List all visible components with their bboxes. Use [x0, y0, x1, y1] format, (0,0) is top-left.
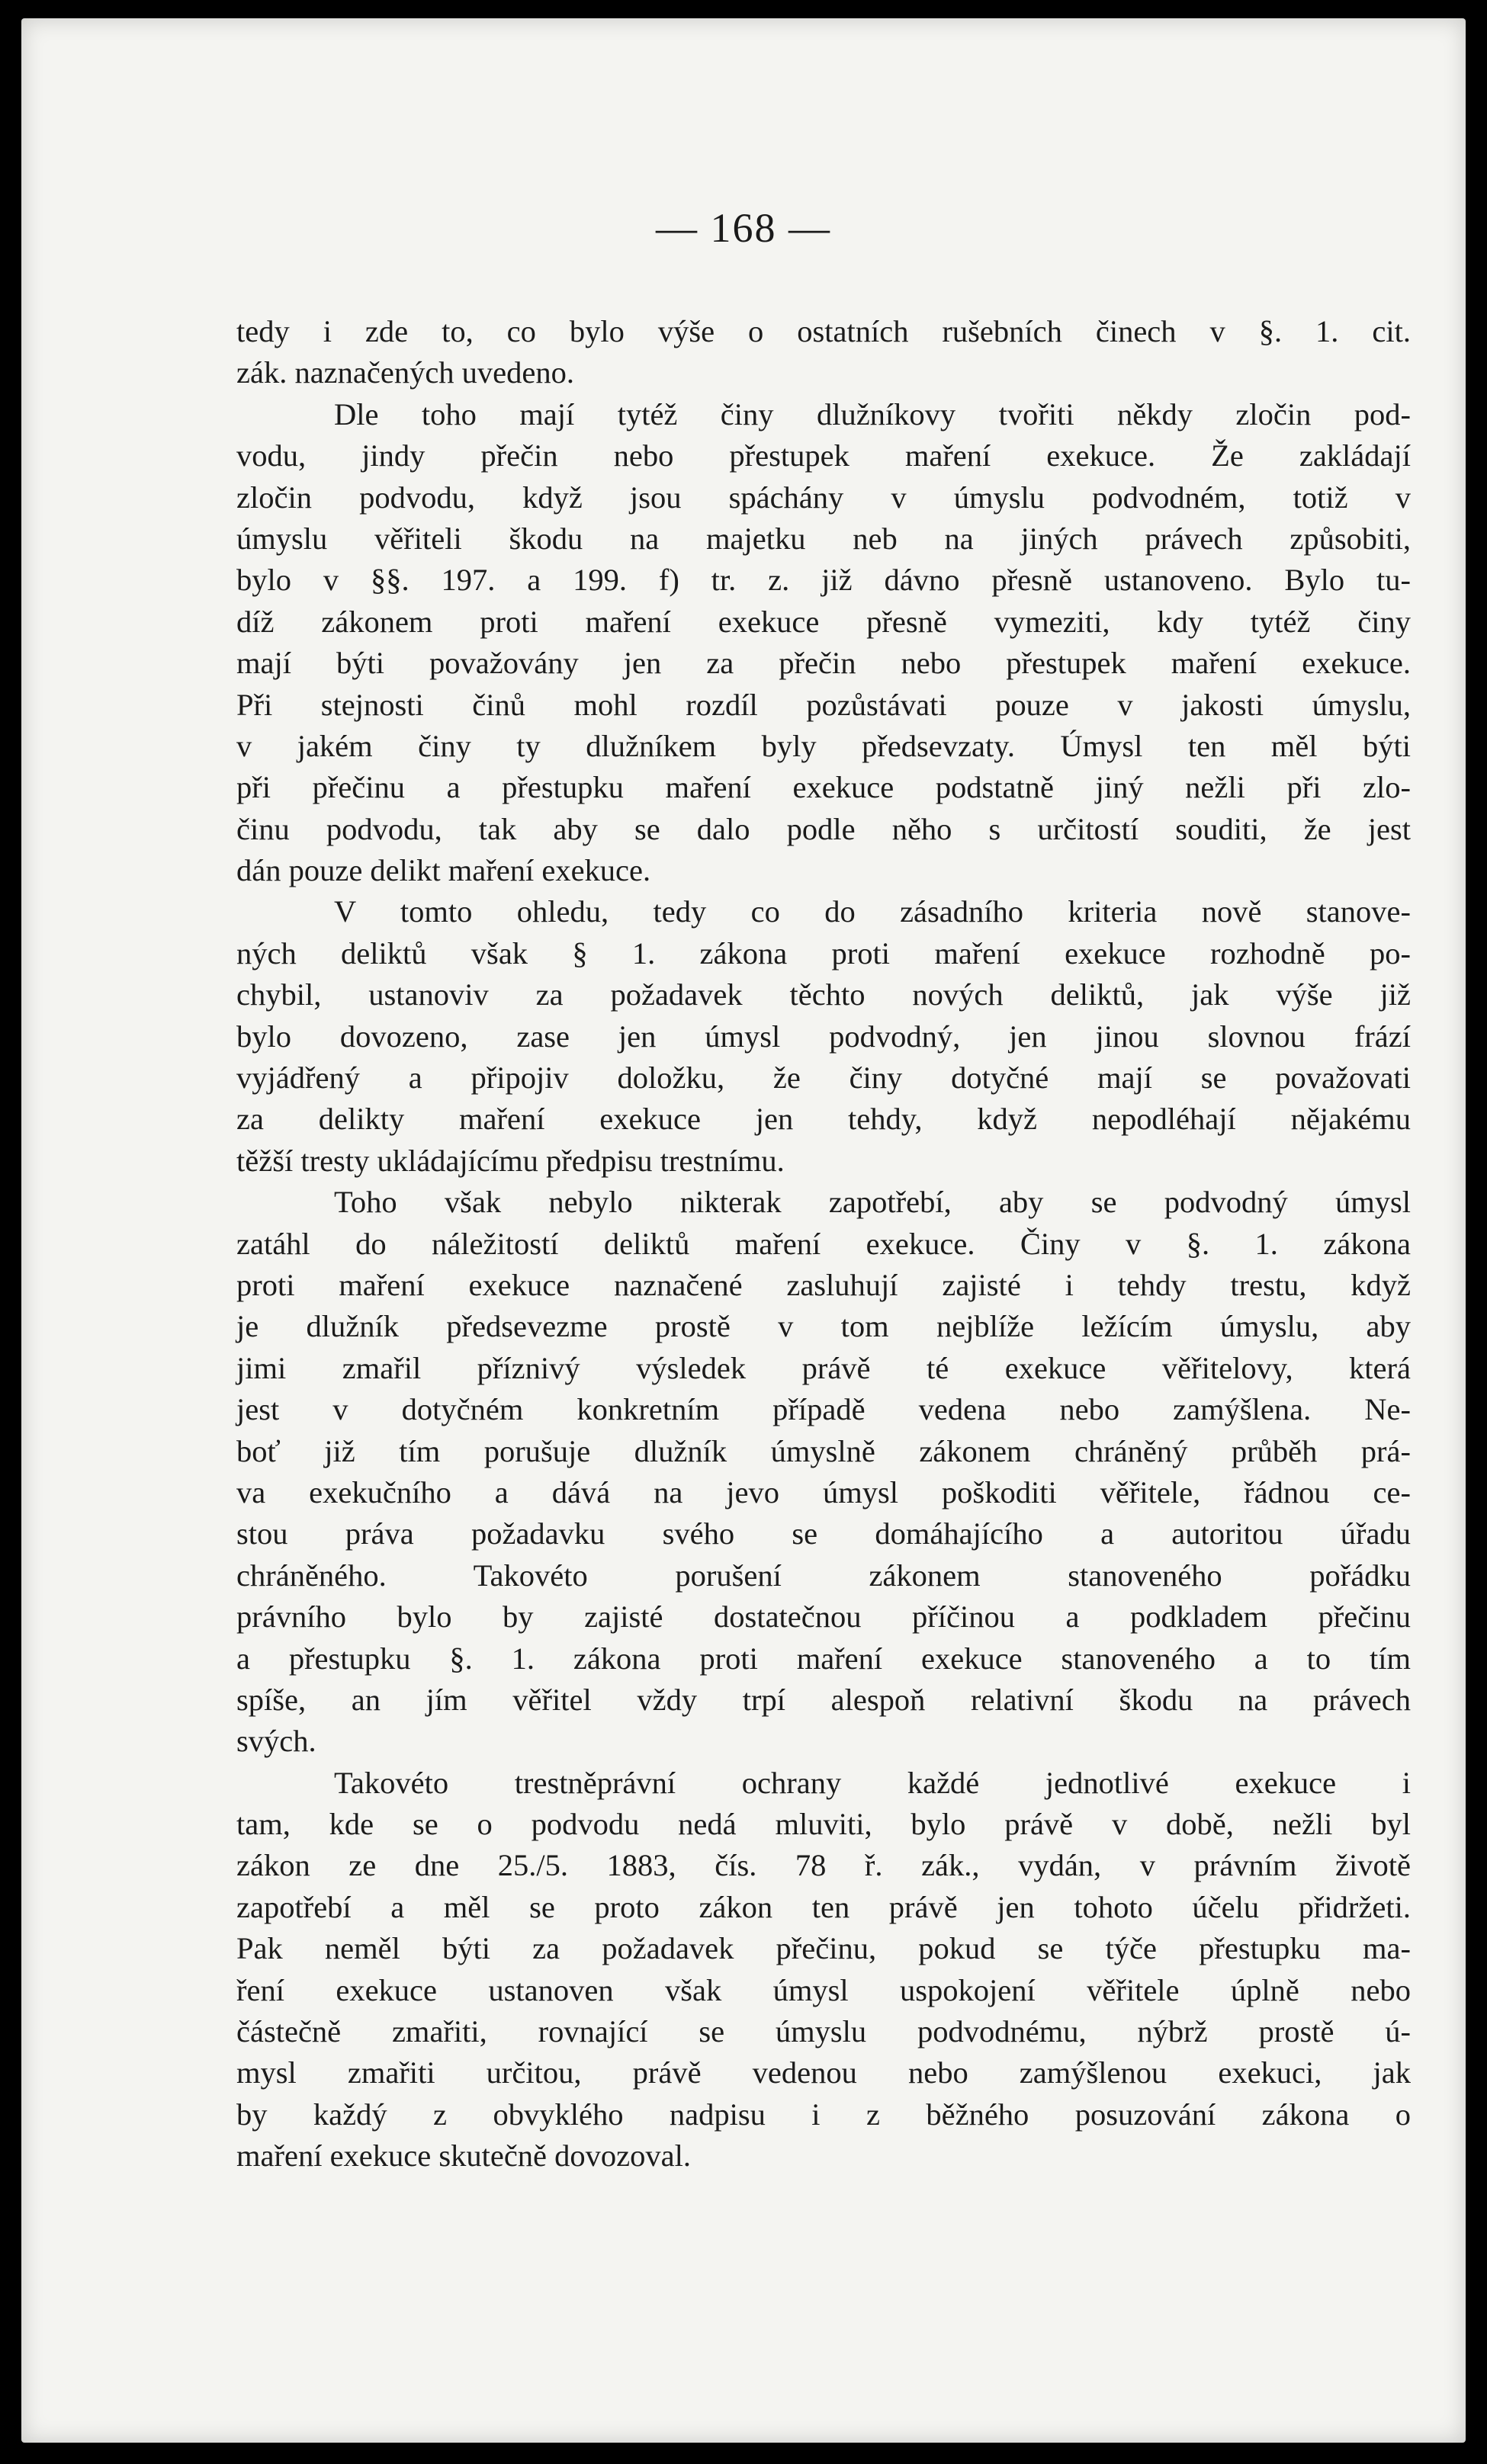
text-line: boť již tím porušuje dlužník úmyslně zákonem chráněný průběh prá-	[236, 1433, 1411, 1468]
text-line: zákon ze dne 25./5. 1883, čís. 78 ř. zák., vydán, v právním životě	[236, 1848, 1411, 1883]
text-line: stou práva požadavku svého se domáhajícího a autoritou úřadu	[236, 1516, 1411, 1551]
text-line: právního bylo by zajisté dostatečnou příčinou a podkladem přečinu	[236, 1599, 1411, 1635]
text-line: za delikty maření exekuce jen tehdy, když nepodléhají nějakému	[236, 1102, 1411, 1137]
paragraph	[236, 1763, 1411, 2177]
text-line: by každý z obvyklého nadpisu i z běžného posuzování zákona o	[236, 2097, 1411, 2132]
text-line: maření exekuce skutečně dovozoval.	[236, 2138, 691, 2174]
text-line: jimi zmařil příznivý výsledek právě té exekuce věřitelovy, která	[236, 1350, 1411, 1385]
text-line: jest v dotyčném konkretním případě vedena nebo zamýšlena. Ne-	[236, 1392, 1411, 1427]
text-line: Při stejnosti činů mohl rozdíl pozůstávati pouze v jakosti úmyslu,	[236, 687, 1411, 722]
text-line: zločin podvodu, když jsou spáchány v úmyslu podvodném, totiž v	[236, 480, 1411, 515]
text-line: díž zákonem proti maření exekuce přesně vymeziti, kdy tytéž činy	[236, 604, 1411, 639]
text-line: Takovéto trestněprávní ochrany každé jednotlivé exekuce i	[334, 1765, 1411, 1800]
text-line: vodu, jindy přečin nebo přestupek maření exekuce. Že zakládají	[236, 438, 1411, 473]
text-line: ření exekuce ustanoven však úmysl uspokojení věřitele úplně nebo	[236, 1972, 1411, 2007]
text-line: mají býti považovány jen za přečin nebo přestupek maření exekuce.	[236, 646, 1411, 681]
text-line: va exekučního a dává na jevo úmysl poškoditi věřitele, řádnou ce-	[236, 1474, 1411, 1510]
text-line: úmyslu věřiteli škodu na majetku neb na jiných právech způsobiti,	[236, 521, 1411, 556]
text-line: při přečinu a přestupku maření exekuce podstatně jiný nežli při zlo-	[236, 770, 1411, 805]
text-line: částečně zmařiti, rovnající se úmyslu podvodnému, nýbrž prostě ú-	[236, 2014, 1411, 2049]
paragraph	[236, 311, 1411, 394]
text-line: v jakém činy ty dlužníkem byly předsevzaty. Úmysl ten měl býti	[236, 728, 1411, 763]
page-number: — 168 —	[656, 205, 831, 251]
text-line: bylo dovozeno, zase jen úmysl podvodný, jen jinou slovnou frází	[236, 1019, 1411, 1054]
text-line: zatáhl do náležitostí deliktů maření exekuce. Činy v §. 1. zákona	[236, 1226, 1411, 1261]
paragraph	[236, 394, 1411, 892]
text-line: proti maření exekuce naznačené zasluhují zajisté i tehdy trestu, když	[236, 1267, 1411, 1302]
text-line: tedy i zde to, co bylo výše o ostatních rušebních činech v §. 1. cit.	[236, 314, 1411, 348]
text-line: chybil, ustanoviv za požadavek těchto nových deliktů, jak výše již	[236, 977, 1411, 1012]
text-line: dán pouze delikt maření exekuce.	[236, 853, 651, 888]
text-line: svých.	[236, 1724, 316, 1759]
text-line: těžší tresty ukládajícímu předpisu trestnímu.	[236, 1143, 785, 1178]
text-line: Toho však nebylo nikterak zapotřebí, aby se podvodný úmysl	[334, 1185, 1411, 1220]
body-text	[236, 311, 1411, 2177]
text-line: V tomto ohledu, tedy co do zásadního kriteria nově stanove-	[334, 894, 1411, 929]
text-line: Pak neměl býti za požadavek přečinu, pokud se týče přestupku ma-	[236, 1931, 1411, 1966]
text-line: tam, kde se o podvodu nedá mluviti, bylo právě v době, nežli byl	[236, 1807, 1411, 1842]
text-line: činu podvodu, tak aby se dalo podle něho s určitostí souditi, že jest	[236, 811, 1411, 846]
text-line: bylo v §§. 197. a 199. f) tr. z. již dávno přesně ustanoveno. Bylo tu-	[236, 563, 1411, 598]
text-line: Dle toho mají tytéž činy dlužníkovy tvořiti někdy zločin pod-	[334, 396, 1411, 432]
text-line: mysl zmařiti určitou, právě vedenou nebo zamýšlenou exekuci, jak	[236, 2055, 1411, 2090]
paragraph	[236, 1182, 1411, 1762]
paragraph	[236, 891, 1411, 1182]
text-line: zák. naznačených uvedeno.	[236, 355, 575, 390]
text-line: je dlužník předsevezme prostě v tom nejblíže ležícím úmyslu, aby	[236, 1309, 1411, 1344]
text-line: a přestupku §. 1. zákona proti maření exekuce stanoveného a to tím	[236, 1641, 1411, 1676]
text-line: ných deliktů však § 1. zákona proti maření exekuce rozhodně po-	[236, 935, 1411, 971]
text-line: chráněného. Takovéto porušení zákonem stanoveného pořádku	[236, 1558, 1411, 1593]
text-line: vyjádřený a připojiv doložku, že činy dotyčné mají se považovati	[236, 1060, 1411, 1096]
text-line: spíše, an jím věřitel vždy trpí alespoň relativní škodu na právech	[236, 1682, 1411, 1717]
text-line: zapotřebí a měl se proto zákon ten právě jen tohoto účelu přidržeti.	[236, 1889, 1411, 1924]
